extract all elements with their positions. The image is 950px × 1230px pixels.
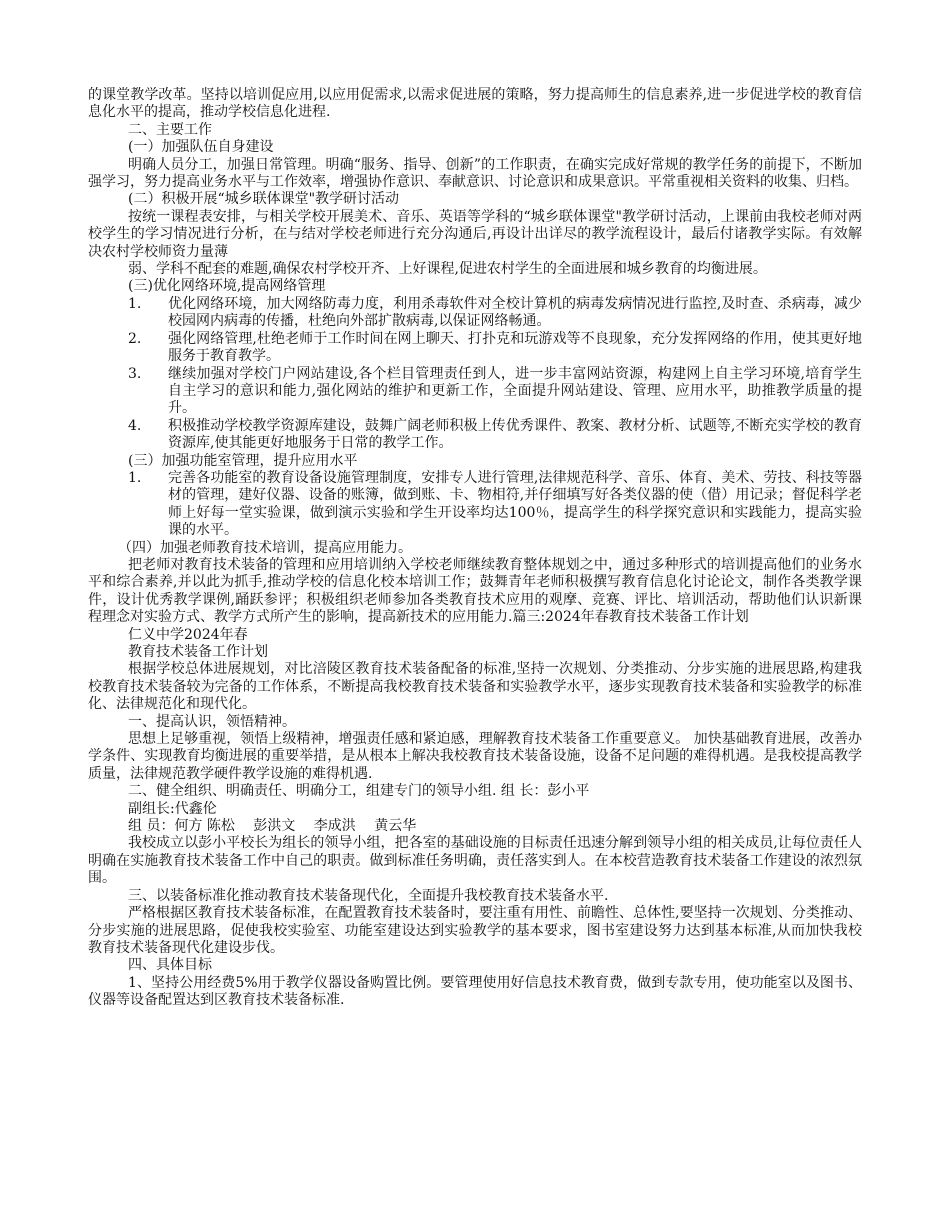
- list-text: 继续加强对学校门户网站建设,各个栏目管理责任到人，进一步丰富网站资源，构建网上自主学习环境,培育学生自主学习的意识和能力,强化网站的维护和更新工作，全面提升网站建设、管理、应用水平，助推教学质量的提升。: [168, 365, 862, 417]
- section-heading: 一、提高认识，领悟精神。: [128, 713, 296, 730]
- section-heading: 三、以装备标准化推动教育技术装备现代化，全面提升我校教育技术装备水平.: [128, 887, 609, 904]
- subsection-heading: (一）加强队伍自身建设: [128, 139, 274, 156]
- subsection-heading: （四）加强老师教育技术培训，提高应用能力。: [118, 539, 412, 556]
- list-text: 积极推动学校教学资源库建设，鼓舞广阔老师积极上传优秀课件、教案、教材分析、试题等,不断充实学校的教育资源库,使其能更好地服务于日常的教学工作。: [168, 417, 862, 452]
- section-heading: 四、具体目标: [128, 957, 212, 974]
- section-heading: 二、健全组织、明确责任、明确分工，组建专门的领导小组. 组 长：彭小平: [128, 783, 590, 800]
- paragraph: 副组长:代鑫伦: [128, 800, 217, 817]
- paragraph: 组 员：何方 陈松 彭洪文 李成洪 黄云华: [128, 818, 417, 835]
- subsection-heading: (三）加强功能室管理，提升应用水平: [128, 452, 358, 469]
- paragraph: 严格根据区教育技术装备标准，在配置教育技术装备时，要注重有用性、前瞻性、总体性,要坚持一次规划、分类推动、分步实施的进展思路，促使我校实验室、功能室建设达到实验教学的基本要求，图书室建设努力达到基本标准,从而加快我校教育技术装备现代化建设步伐。: [88, 905, 862, 956]
- list-item: [88, 470, 862, 540]
- list-number: 1.: [128, 469, 142, 486]
- paragraph: 的课堂教学改革。坚持以培训促应用,以应用促需求,以需求促进展的策略，努力提高师生的信息素养,进一步促进学校的教育信息化水平的提高，推动学校信息化进程.: [88, 87, 862, 121]
- section-heading: 二、主要工作: [128, 121, 212, 138]
- list-number: 2.: [128, 330, 142, 347]
- list-item: [88, 418, 862, 453]
- list-number: 1.: [128, 295, 142, 312]
- list-number: 3.: [128, 365, 142, 382]
- list-number: 4.: [128, 417, 142, 434]
- paragraph: 我校成立以彭小平校长为组长的领导小组，把各室的基础设施的目标责任迅速分解到领导小组的相关成员,让每位责任人明确在实施教育技术装备工作中自己的职责。做到标准任务明确，责任落实到人。在本校营造教育技术装备工作建设的浓烈氛围。: [88, 835, 862, 887]
- list-item: [88, 331, 862, 366]
- numbered-list: [88, 296, 862, 453]
- numbered-list: [88, 470, 862, 540]
- subsection-heading: (二）积极开展“城乡联体课堂"教学研讨活动: [128, 191, 400, 208]
- list-text: 优化网络环境，加大网络防毒力度，利用杀毒软件对全校计算机的病毒发病情况进行监控,及时查、杀病毒，减少校园网内病毒的传播，杜绝向外部扩散病毒,以保证网络畅通。: [168, 295, 862, 330]
- paragraph: 按统一课程表安排，与相关学校开展美术、音乐、英语等学科的“城乡联体课堂"教学研讨活动，上课前由我校老师对两校学生的学习情况进行分析，在与结对学校老师进行充分沟通后,再设计出详尽的教学流程设计，最后付诸教学实际。有效解决农村学校师资力量薄: [88, 208, 862, 260]
- paragraph: 弱、学科不配套的难题,确保农村学校开齐、上好课程,促进农村学生的全面进展和城乡教育的均衡进展。: [128, 261, 767, 278]
- list-text: 强化网络管理,杜绝老师于工作时间在网上聊天、打扑克和玩游戏等不良现象，充分发挥网络的作用，使其更好地服务于教育教学。: [168, 330, 862, 365]
- document-title-line: 仁义中学2024年春: [128, 626, 248, 643]
- paragraph: 明确人员分工，加强日常管理。明确“服务、指导、创新”的工作职责，在确实完成好常规的教学任务的前提下，不断加强学习，努力提高业务水平与工作效率，增强协作意识、奉献意识、讨论意识和成果意识。平常重视相关资料的收集、归档。: [88, 156, 862, 191]
- paragraph: 思想上足够重视，领悟上级精神，增强责任感和紧迫感，理解教育技术装备工作重要意义。 加快基础教育进展，改善办学条件、实现教育均衡进展的重要举措，是从根本上解决我校教育技术装备设施，设备不足问题的难得机遇。是我校提高教学质量，法律规范教学硬件教学设施的难得机遇.: [88, 731, 862, 782]
- list-item: [88, 366, 862, 418]
- list-text: 完善各功能室的教育设备设施管理制度，安排专人进行管理,法律规范科学、音乐、体育、美术、劳技、科技等器材的管理，建好仪器、设备的账簿，做到账、卡、物相符,并仔细填写好各类仪器的使（借）用记录；督促科学老师上好每一堂实验课，做到演示实验和学生开设率均达100％，提高学生的科学探究意识和实践能力，提高实验课的水平。: [168, 469, 862, 539]
- paragraph: 根据学校总体进展规划，对比涪陵区教育技术装备配备的标准,坚持一次规划、分类推动、分步实施的进展思路,构建我校教育技术装备较为完备的工作体系，不断提高我校教育技术装备和实验教学水平，逐步实现教育技术装备和实验教学的标准化、法律规范化和现代化。: [88, 661, 862, 713]
- list-item: [88, 296, 862, 331]
- document-title-line: 教育技术装备工作计划: [128, 644, 268, 660]
- subsection-heading: (三)优化网络环境,提高网络管理: [128, 278, 326, 295]
- paragraph: 把老师对教育技术装备的管理和应用培训纳入学校老师继续教育整体规划之中，通过多种形式的培训提高他们的业务水平和综合素养,并以此为抓手,推动学校的信息化校本培训工作；鼓舞青年老师积极撰写教育信息化讨论论文，制作各类教学课件，设计优秀教学课例,踊跃参评；积极组织老师参加各类教育技术应用的观摩、竞赛、评比、培训活动，帮助他们认识新课程理念对实验方式、教学方式所产生的影响，提高新技术的应用能力.篇三:2024年春教育技术装备工作计划: [88, 556, 862, 626]
- paragraph: 1、坚持公用经费5%用于教学仪器设备购置比例。要管理使用好信息技术教育费，做到专款专用，使功能室以及图书、仪器等设备配置达到区教育技术装备标准.: [88, 974, 862, 1009]
